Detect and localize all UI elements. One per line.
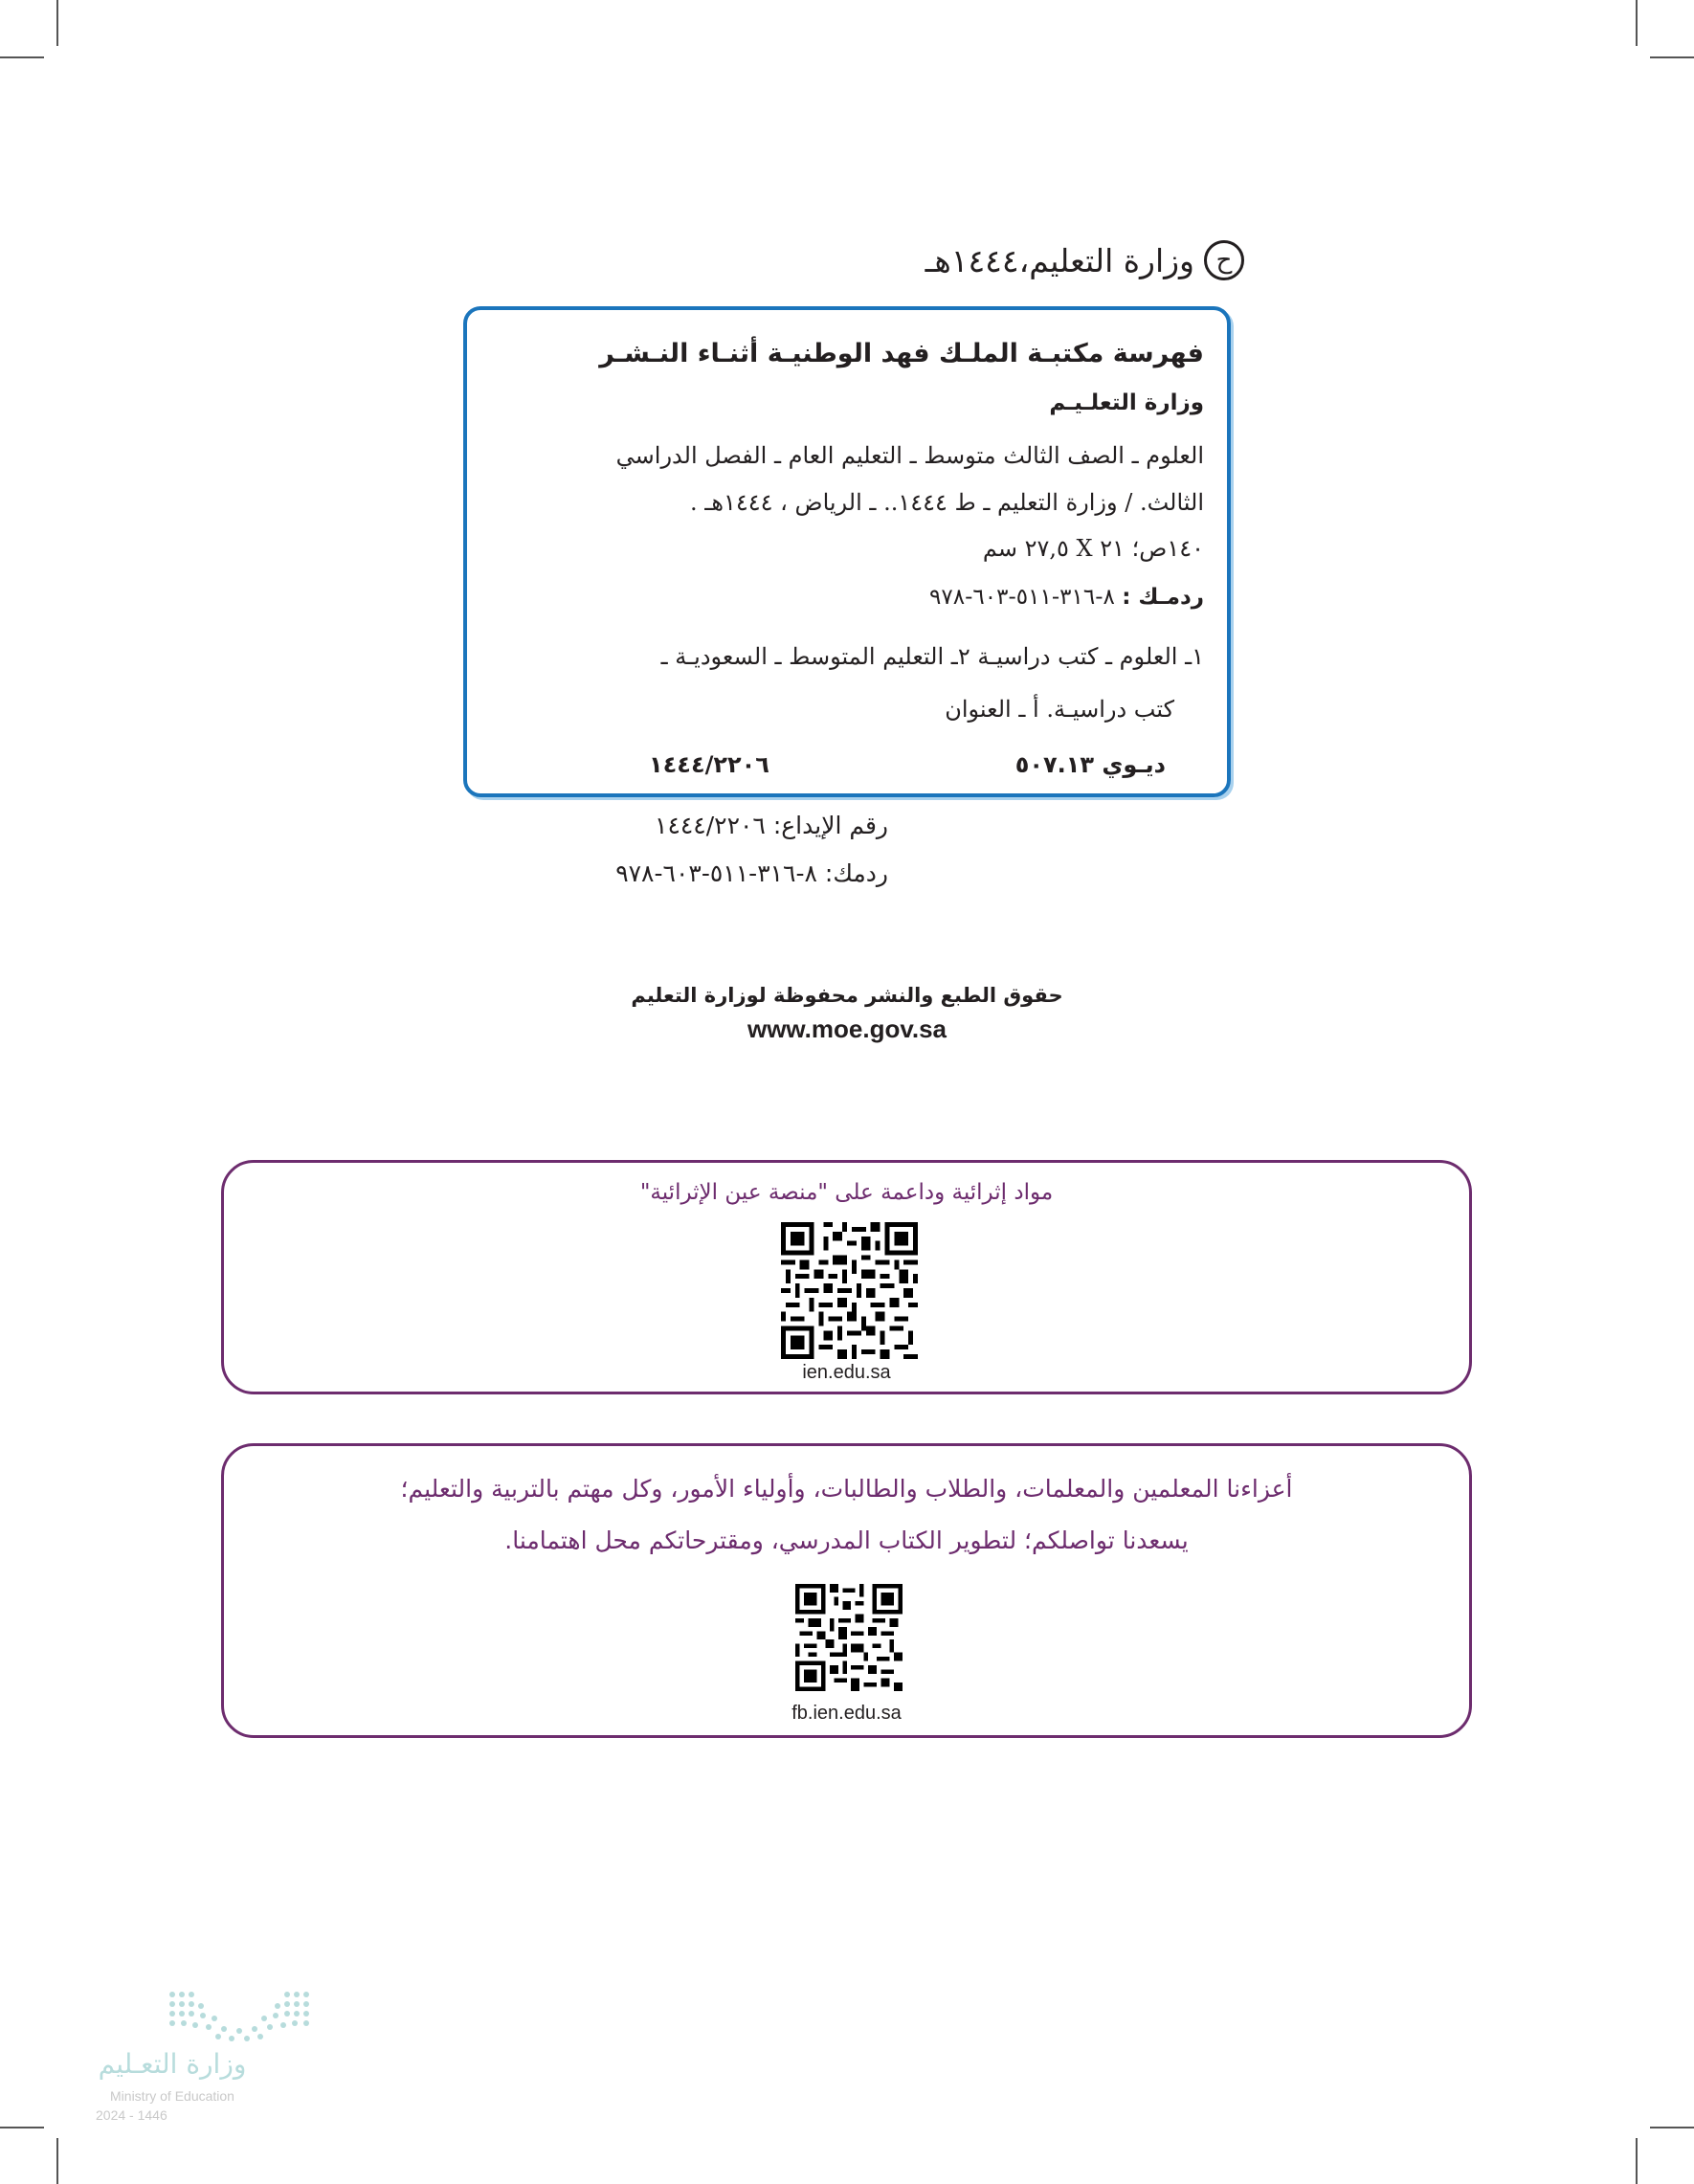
catalog-description-line-1: العلوم ـ الصف الثالث متوسط ـ التعليم العام ـ الفصل الدراسي	[615, 442, 1204, 469]
crop-mark	[1650, 56, 1694, 58]
catalog-isbn	[929, 585, 1204, 610]
copyright-text: وزارة التعليم،١٤٤٤هـ	[925, 241, 1194, 279]
copyright-line	[925, 235, 1244, 285]
crop-mark	[1650, 2127, 1694, 2128]
legal-deposit-number: رقم الإيداع: ١٤٤٤/٢٢٠٦	[655, 812, 888, 839]
catalog-description-line-2: الثالث. / وزارة التعليم ـ ط ١٤٤٤.. ـ الرياض ، ١٤٤٤هـ .	[690, 489, 1204, 516]
catalog-description-line-3: ١٤٠ص؛ ٢١ X ٢٧,٥ سم	[982, 535, 1204, 562]
dots-pattern-icon	[96, 1987, 316, 2044]
copyright-circle-symbol: ح	[1204, 240, 1244, 280]
enrichment-materials-text: مواد إثرائية وداعمة على "منصة عين الإثرائية"	[639, 1180, 1054, 1205]
crop-mark	[56, 0, 58, 46]
crop-mark	[0, 2127, 44, 2128]
feedback-text-line-2: يسعدنا تواصلكم؛ لتطوير الكتاب المدرسي، ومقترحاتكم محل اهتمامنا.	[504, 1527, 1189, 1554]
crop-mark	[1636, 2138, 1638, 2184]
feedback-text-line-1: أعزاءنا المعلمين والمعلمات، والطلاب والطالبات، وأولياء الأمور، وكل مهتم بالتربية والتعليم؛	[400, 1475, 1293, 1503]
logo-arabic-text: وزارة التعـليم	[98, 2048, 247, 2080]
ministry-of-education-logo	[96, 1987, 316, 2169]
crop-mark	[0, 56, 44, 58]
catalog-subjects-line-2: كتب دراسيـة. أ ـ العنوان	[945, 696, 1174, 723]
qr-code-icon[interactable]	[795, 1584, 903, 1691]
ministry-website-link[interactable]: www.moe.gov.sa	[747, 1014, 947, 1043]
logo-year-text: 2024 - 1446	[96, 2107, 167, 2123]
qr-code-icon[interactable]	[781, 1222, 918, 1359]
crop-mark	[1636, 0, 1638, 46]
catalog-subjects-line-1: ١ـ العلوم ـ كتب دراسيـة ٢ـ التعليم المتوسط ـ السعوديـة ـ	[660, 643, 1204, 670]
logo-english-text: Ministry of Education	[110, 2088, 234, 2104]
feedback-link[interactable]: fb.ien.edu.sa	[791, 1703, 902, 1724]
catalog-isbn-value: ٨-٣١٦-٥١١-٦٠٣-٩٧٨	[929, 585, 1115, 610]
rights-statement: حقوق الطبع والنشر محفوظة لوزارة التعليم	[631, 984, 1063, 1007]
enrichment-materials-box	[221, 1160, 1472, 1394]
legal-isbn: ردمك: ٨-٣١٦-٥١١-٦٠٣-٩٧٨	[615, 859, 888, 887]
catalog-dewey: ديـوي ٥٠٧.١٣	[1014, 751, 1166, 778]
cataloging-in-publication-box	[463, 306, 1231, 797]
catalog-isbn-label: ردمـك :	[1122, 585, 1204, 610]
catalog-title: فهرسة مكتبـة الملـك فهد الوطنيـة أثنـاء النـشـر	[599, 339, 1204, 368]
crop-mark	[56, 2138, 58, 2184]
ien-link[interactable]: ien.edu.sa	[802, 1362, 891, 1383]
catalog-deposit-number: ١٤٤٤/٢٢٠٦	[649, 751, 769, 778]
feedback-box	[221, 1443, 1472, 1738]
catalog-publisher: وزارة التعلـيـم	[1049, 390, 1204, 415]
